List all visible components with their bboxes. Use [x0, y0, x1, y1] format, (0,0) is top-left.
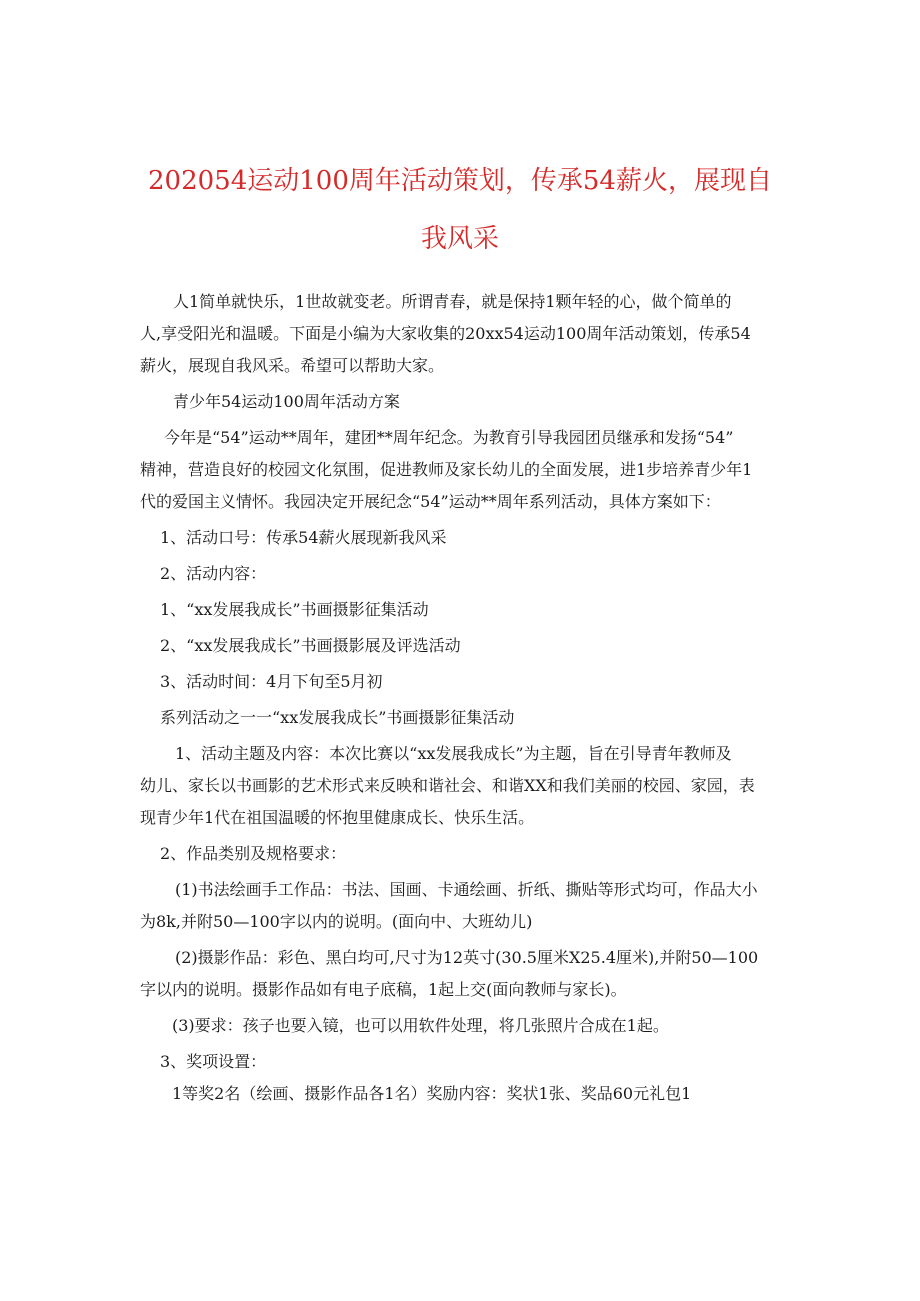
- paragraph-line: 1、活动主题及内容：本次比赛以“xx发展我成长”为主题，旨在引导青年教师及: [175, 744, 732, 763]
- list-item: 3、奖项设置：: [160, 1052, 267, 1071]
- list-item: 1、“xx发展我成长”书画摄影征集活动: [160, 600, 429, 619]
- list-item: 3、活动时间：4月下旬至5月初: [160, 672, 383, 691]
- document-body: [140, 286, 800, 1110]
- list-item: 2、作品类别及规格要求：: [160, 844, 347, 863]
- title-line-2: 我风采: [420, 224, 499, 254]
- list-item: 2、活动内容：: [160, 564, 267, 583]
- paragraph-line: 人1简单就快乐，1世故就变老。所谓青春，就是保持1颗年轻的心，做个简单的: [173, 292, 732, 311]
- list-item: 1、活动口号：传承54薪火展现新我风采: [160, 528, 447, 547]
- paragraph-line: 字以内的说明。摄影作品如有电子底稿，1起上交(面向教师与家长)。: [140, 980, 627, 999]
- list-item: 2、“xx发展我成长”书画摄影展及评选活动: [160, 636, 461, 655]
- paragraph-line: 薪火，展现自我风采。希望可以帮助大家。: [140, 356, 445, 375]
- paragraph-line: 精神，营造良好的校园文化氛围，促进教师及家长幼儿的全面发展，进1步培养青少年1: [140, 460, 753, 479]
- paragraph-line: 现青少年1代在祖国温暖的怀抱里健康成长、快乐生活。: [140, 808, 535, 827]
- document-title: [130, 152, 790, 268]
- paragraph-line: 代的爱国主义情怀。我园决定开展纪念“54”运动**周年系列活动，具体方案如下：: [140, 492, 721, 511]
- paragraph-line: (3)要求：孩子也要入镜，也可以用软件处理，将几张照片合成在1起。: [172, 1016, 669, 1035]
- section-heading: 系列活动之一一“xx发展我成长”书画摄影征集活动: [160, 708, 515, 727]
- paragraph-line: 为8k,并附50—100字以内的说明。(面向中、大班幼儿): [140, 912, 533, 931]
- paragraph-line: 幼儿、家长以书画影的艺术形式来反映和谐社会、和谐XX和我们美丽的校园、家园，表: [140, 776, 755, 795]
- paragraph-line: 1等奖2名（绘画、摄影作品各1名）奖励内容：奖状1张、奖品60元礼包1: [172, 1084, 692, 1103]
- title-line-1: 202054运动100周年活动策划，传承54薪火，展现自: [148, 166, 772, 196]
- paragraph-line: 今年是“54”运动**周年，建团**周年纪念。为教育引导我园团员继承和发扬“54”: [164, 428, 734, 447]
- paragraph-line: 人,享受阳光和温暖。下面是小编为大家收集的20xx54运动100周年活动策划，传承54: [140, 324, 751, 343]
- section-heading: 青少年54运动100周年活动方案: [173, 392, 400, 411]
- paragraph-line: (2)摄影作品：彩色、黑白均可,尺寸为12英寸(30.5厘米X25.4厘米),并附50—100: [175, 948, 759, 967]
- paragraph-line: (1)书法绘画手工作品：书法、国画、卡通绘画、折纸、撕贴等形式均可，作品大小: [175, 880, 758, 899]
